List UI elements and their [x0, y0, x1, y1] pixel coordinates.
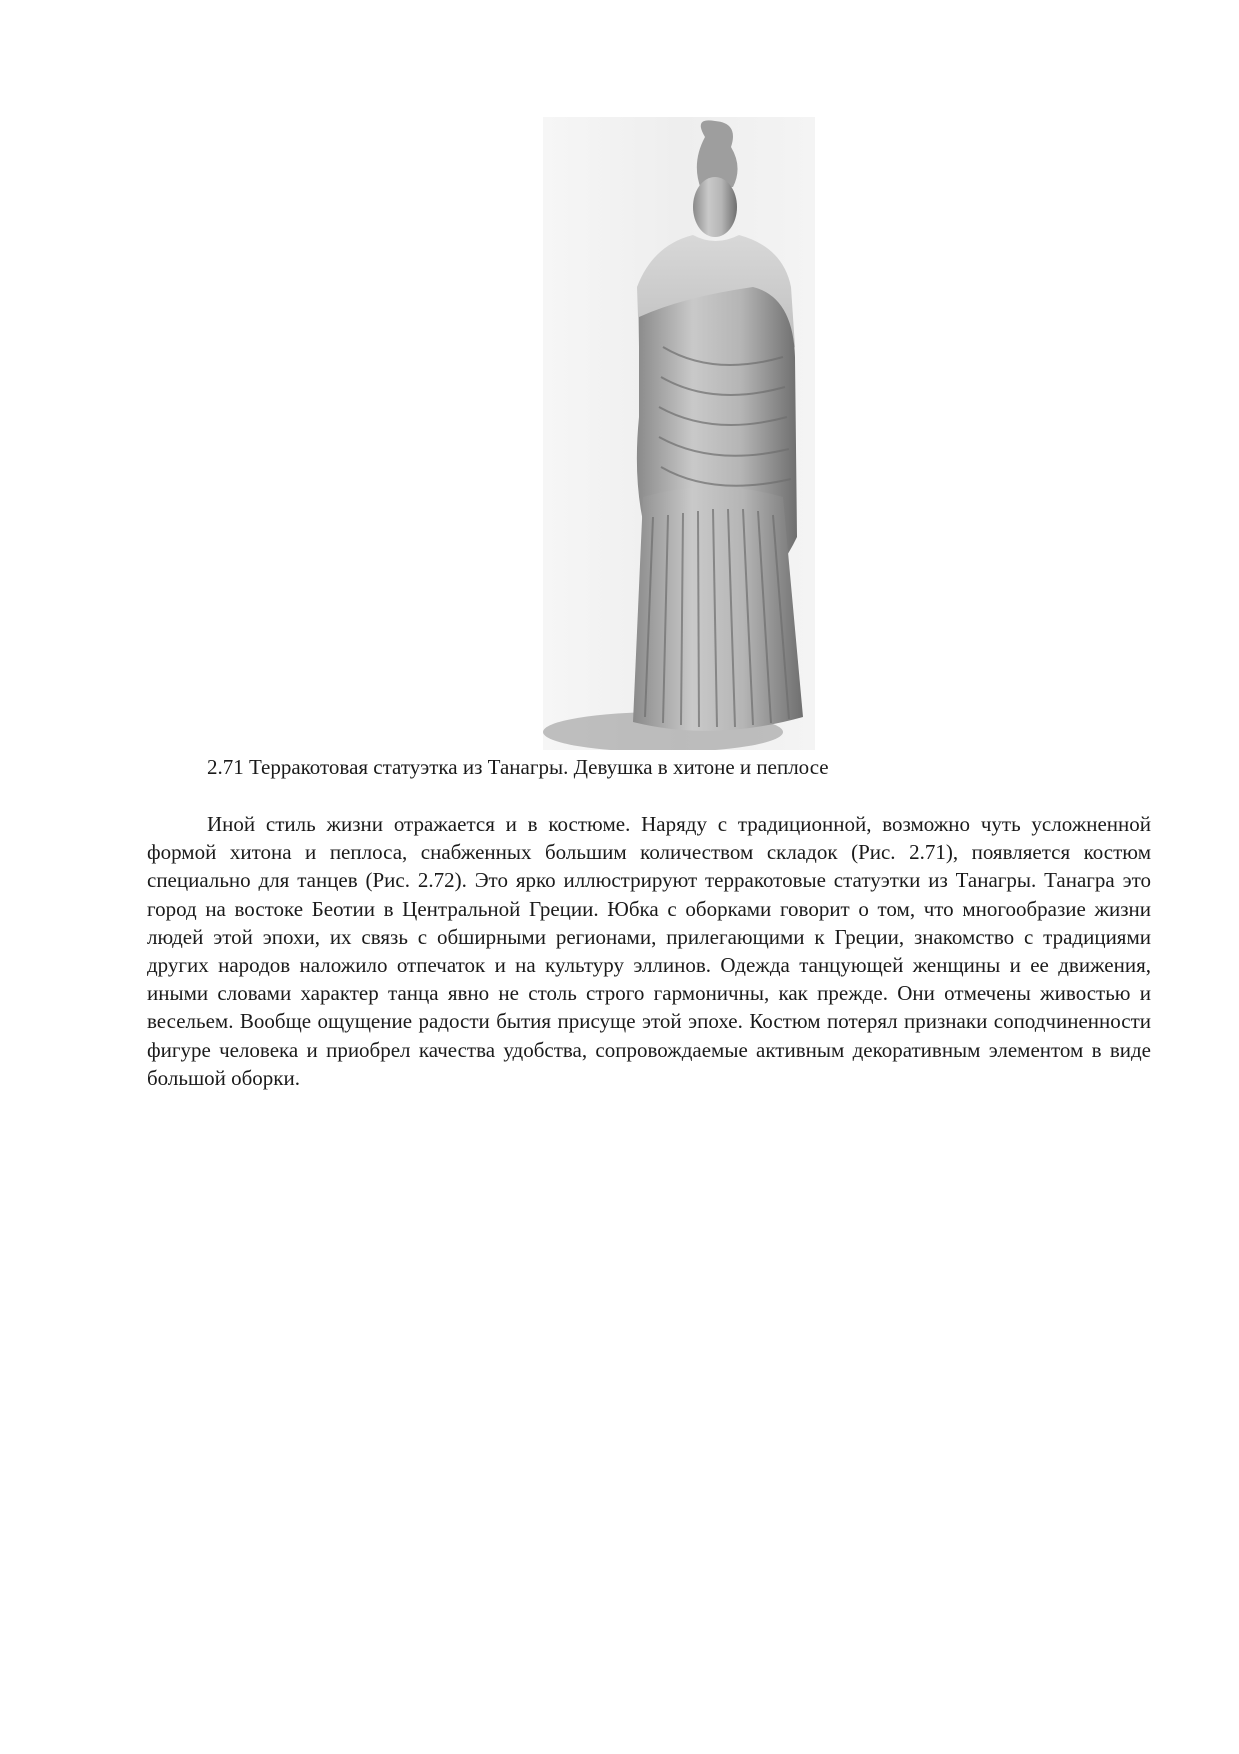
figure-caption: 2.71 Терракотовая статуэтка из Танагры. Девушка в хитоне и пеплосе [207, 755, 829, 779]
statuette-illustration [543, 117, 815, 750]
skirt [633, 487, 803, 731]
face [693, 177, 737, 237]
statuette-photo [543, 117, 815, 750]
body-paragraph: Иной стиль жизни отражается и в костюме. Наряду с традиционной, возможно чуть усложненной формой хитона и пеплоса, снабженных большим количеством складок (Рис. 2.71), появляется костюм специально для танцев (Рис. 2.72). Это ярко иллюстрируют терракотовые статуэтки из Танагры. Танагра это город на востоке Беотии в Центральной Греции. Юбка с оборками говорит о том, что многообразие жизни людей этой эпохи, их связь с обширными регионами, прилегающими к Греции, знакомство с традициями других народов наложило отпечаток и на культуру эллинов. Одежда танцующей женщины и ее движения, иными словами характер танца явно не столь строго гармоничны, как прежде. Они отмечены живостью и весельем. Вообще ощущение радости бытия присуще этой эпохе. Костюм потерял признаки соподчиненности фигуре человека и приобрел качества удобства, сопровождаемые активным декоративным элементом в виде большой оборки. [147, 812, 1151, 1090]
